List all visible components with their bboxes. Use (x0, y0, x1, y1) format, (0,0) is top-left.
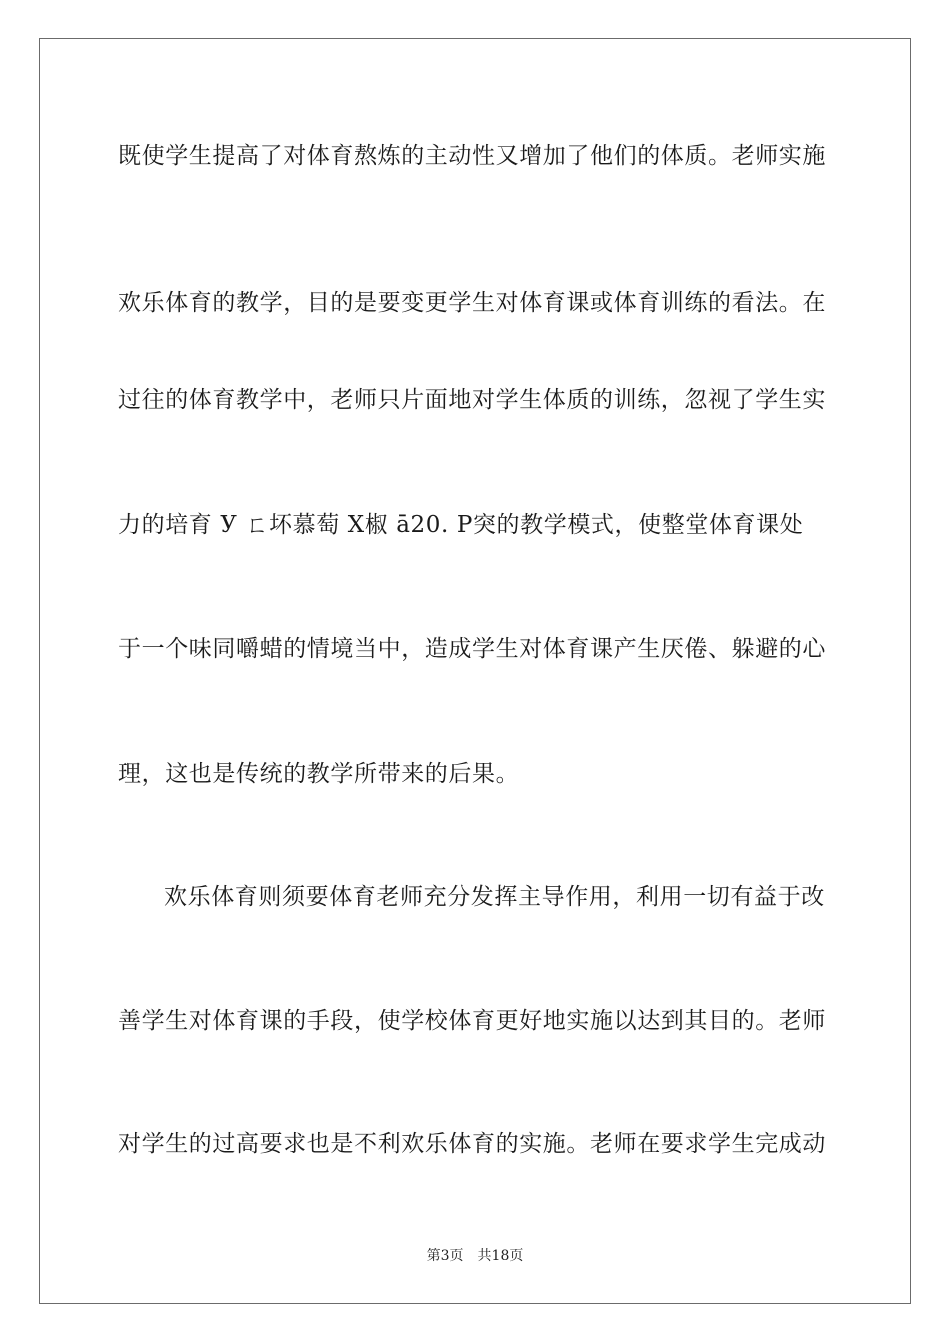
page-footer (0, 1247, 950, 1265)
text-line-7: 欢乐体育则须要体育老师充分发挥主导作用，利用一切有益于改 (164, 884, 825, 910)
text-line-9: 对学生的过高要求也是不利欢乐体育的实施。老师在要求学生完成动 (118, 1131, 826, 1157)
text-line-3: 过往的体育教学中，老师只片面地对学生体质的训练，忽视了学生实 (118, 387, 826, 413)
page-number: 第3页 (426, 1248, 464, 1264)
text-line-5: 于一个味同嚼蜡的情境当中，造成学生对体育课产生厌倦、躲避的心 (118, 636, 826, 662)
text-line-8: 善学生对体育课的手段，使学校体育更好地实施以达到其目的。老师 (118, 1008, 826, 1034)
text-line-6: 理，这也是传统的教学所带来的后果。 (118, 761, 520, 787)
text-line-2: 欢乐体育的教学，目的是要变更学生对体育课或体育训练的看法。在 (118, 290, 826, 316)
page-border (39, 38, 911, 1304)
page-total: 共18页 (477, 1248, 524, 1264)
text-line-4: 力的培育 У ㄈ坏慕萄 Х椒 ā20. Р突的教学模式，使整堂体育课处 (118, 512, 804, 538)
text-line-1: 既使学生提高了对体育熬炼的主动性又增加了他们的体质。老师实施 (118, 143, 826, 169)
